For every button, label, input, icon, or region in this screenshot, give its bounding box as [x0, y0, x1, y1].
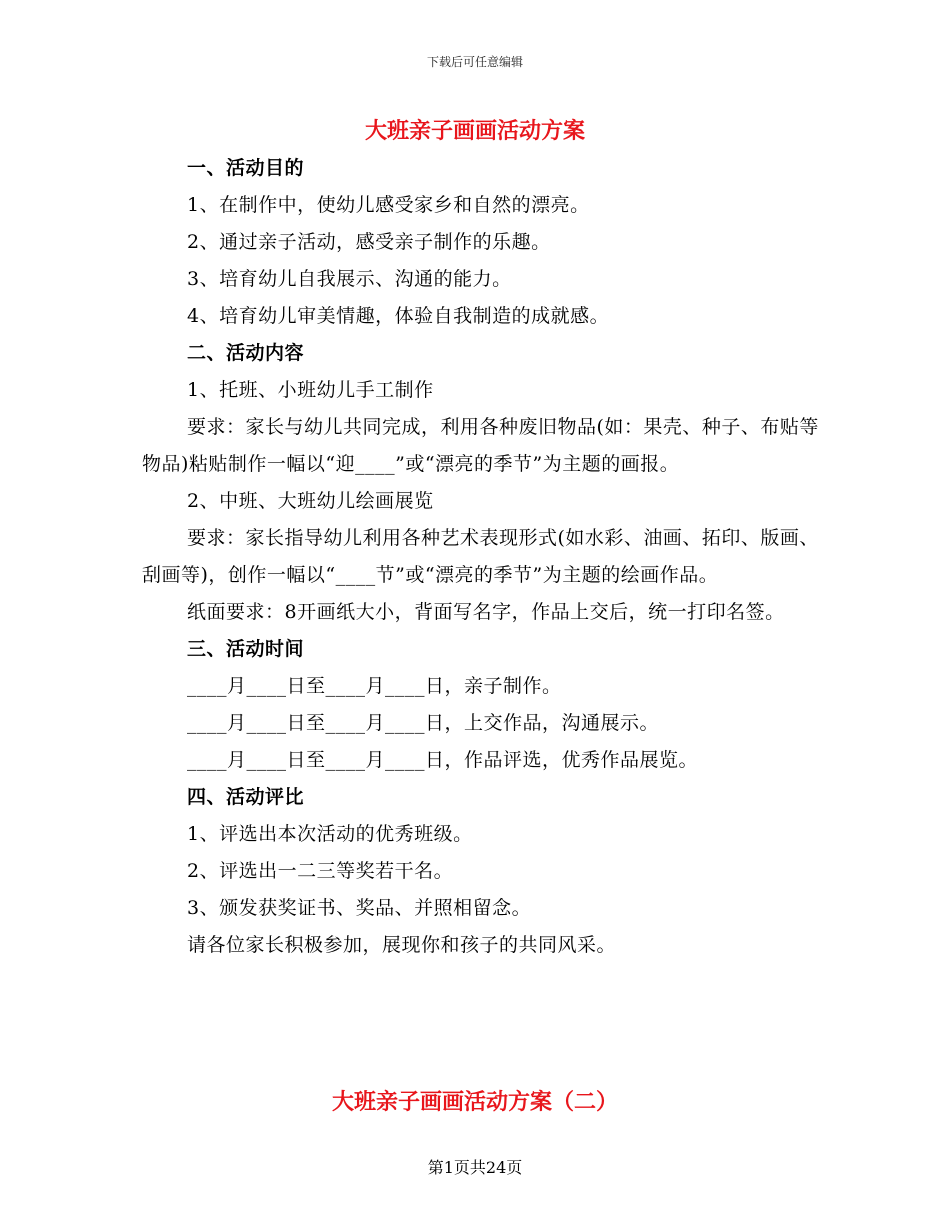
requirement-paragraph: 要求：家长指导幼儿利用各种艺术表现形式(如水彩、油画、拓印、版画、刮画等)，创作一幅以“____节”或“漂亮的季节”为主题的绘画作品。 [142, 527, 819, 586]
document-title: 大班亲子画画活动方案 [364, 118, 585, 144]
closing-paragraph: 请各位家长积极参加，展现你和孩子的共同风采。 [187, 934, 617, 956]
schedule-item: ____月____日至____月____日，上交作品，沟通展示。 [187, 712, 660, 734]
section-heading-content: 二、活动内容 [187, 342, 305, 364]
document-body [142, 150, 822, 964]
list-item: 2、评选出一二三等奖若干名。 [187, 860, 454, 882]
schedule-item: ____月____日至____月____日，作品评选，优秀作品展览。 [187, 749, 699, 771]
list-item: 1、评选出本次活动的优秀班级。 [187, 823, 473, 845]
subheading-toddler-class: 1、托班、小班幼儿手工制作 [187, 379, 434, 401]
subheading-senior-class: 2、中班、大班幼儿绘画展览 [187, 490, 434, 512]
list-item: 4、培育幼儿审美情趣，体验自我制造的成就感。 [187, 305, 610, 327]
list-item: 3、培育幼儿自我展示、沟通的能力。 [187, 268, 512, 290]
list-item: 2、通过亲子活动，感受亲子制作的乐趣。 [187, 231, 551, 253]
requirement-paragraph: 要求：家长与幼儿共同完成，利用各种废旧物品(如：果壳、种子、布贴等物品)粘贴制作一幅以“迎____”或“漂亮的季节”为主题的画报。 [142, 416, 819, 475]
section-heading-purpose: 一、活动目的 [187, 157, 305, 179]
section-heading-evaluation: 四、活动评比 [187, 786, 305, 808]
section-heading-time: 三、活动时间 [187, 638, 305, 660]
list-item: 3、颁发获奖证书、奖品、并照相留念。 [187, 897, 532, 919]
second-document-title: 大班亲子画画活动方案（二） [331, 1089, 618, 1115]
schedule-item: ____月____日至____月____日，亲子制作。 [187, 675, 562, 697]
page-header: 下载后可任意编辑 [426, 55, 523, 69]
paper-requirement-paragraph: 纸面要求：8开画纸大小，背面写名字，作品上交后，统一打印名签。 [187, 601, 785, 623]
list-item: 1、在制作中，使幼儿感受家乡和自然的漂亮。 [187, 194, 590, 216]
page-footer: 第1页共24页 [427, 1158, 523, 1177]
